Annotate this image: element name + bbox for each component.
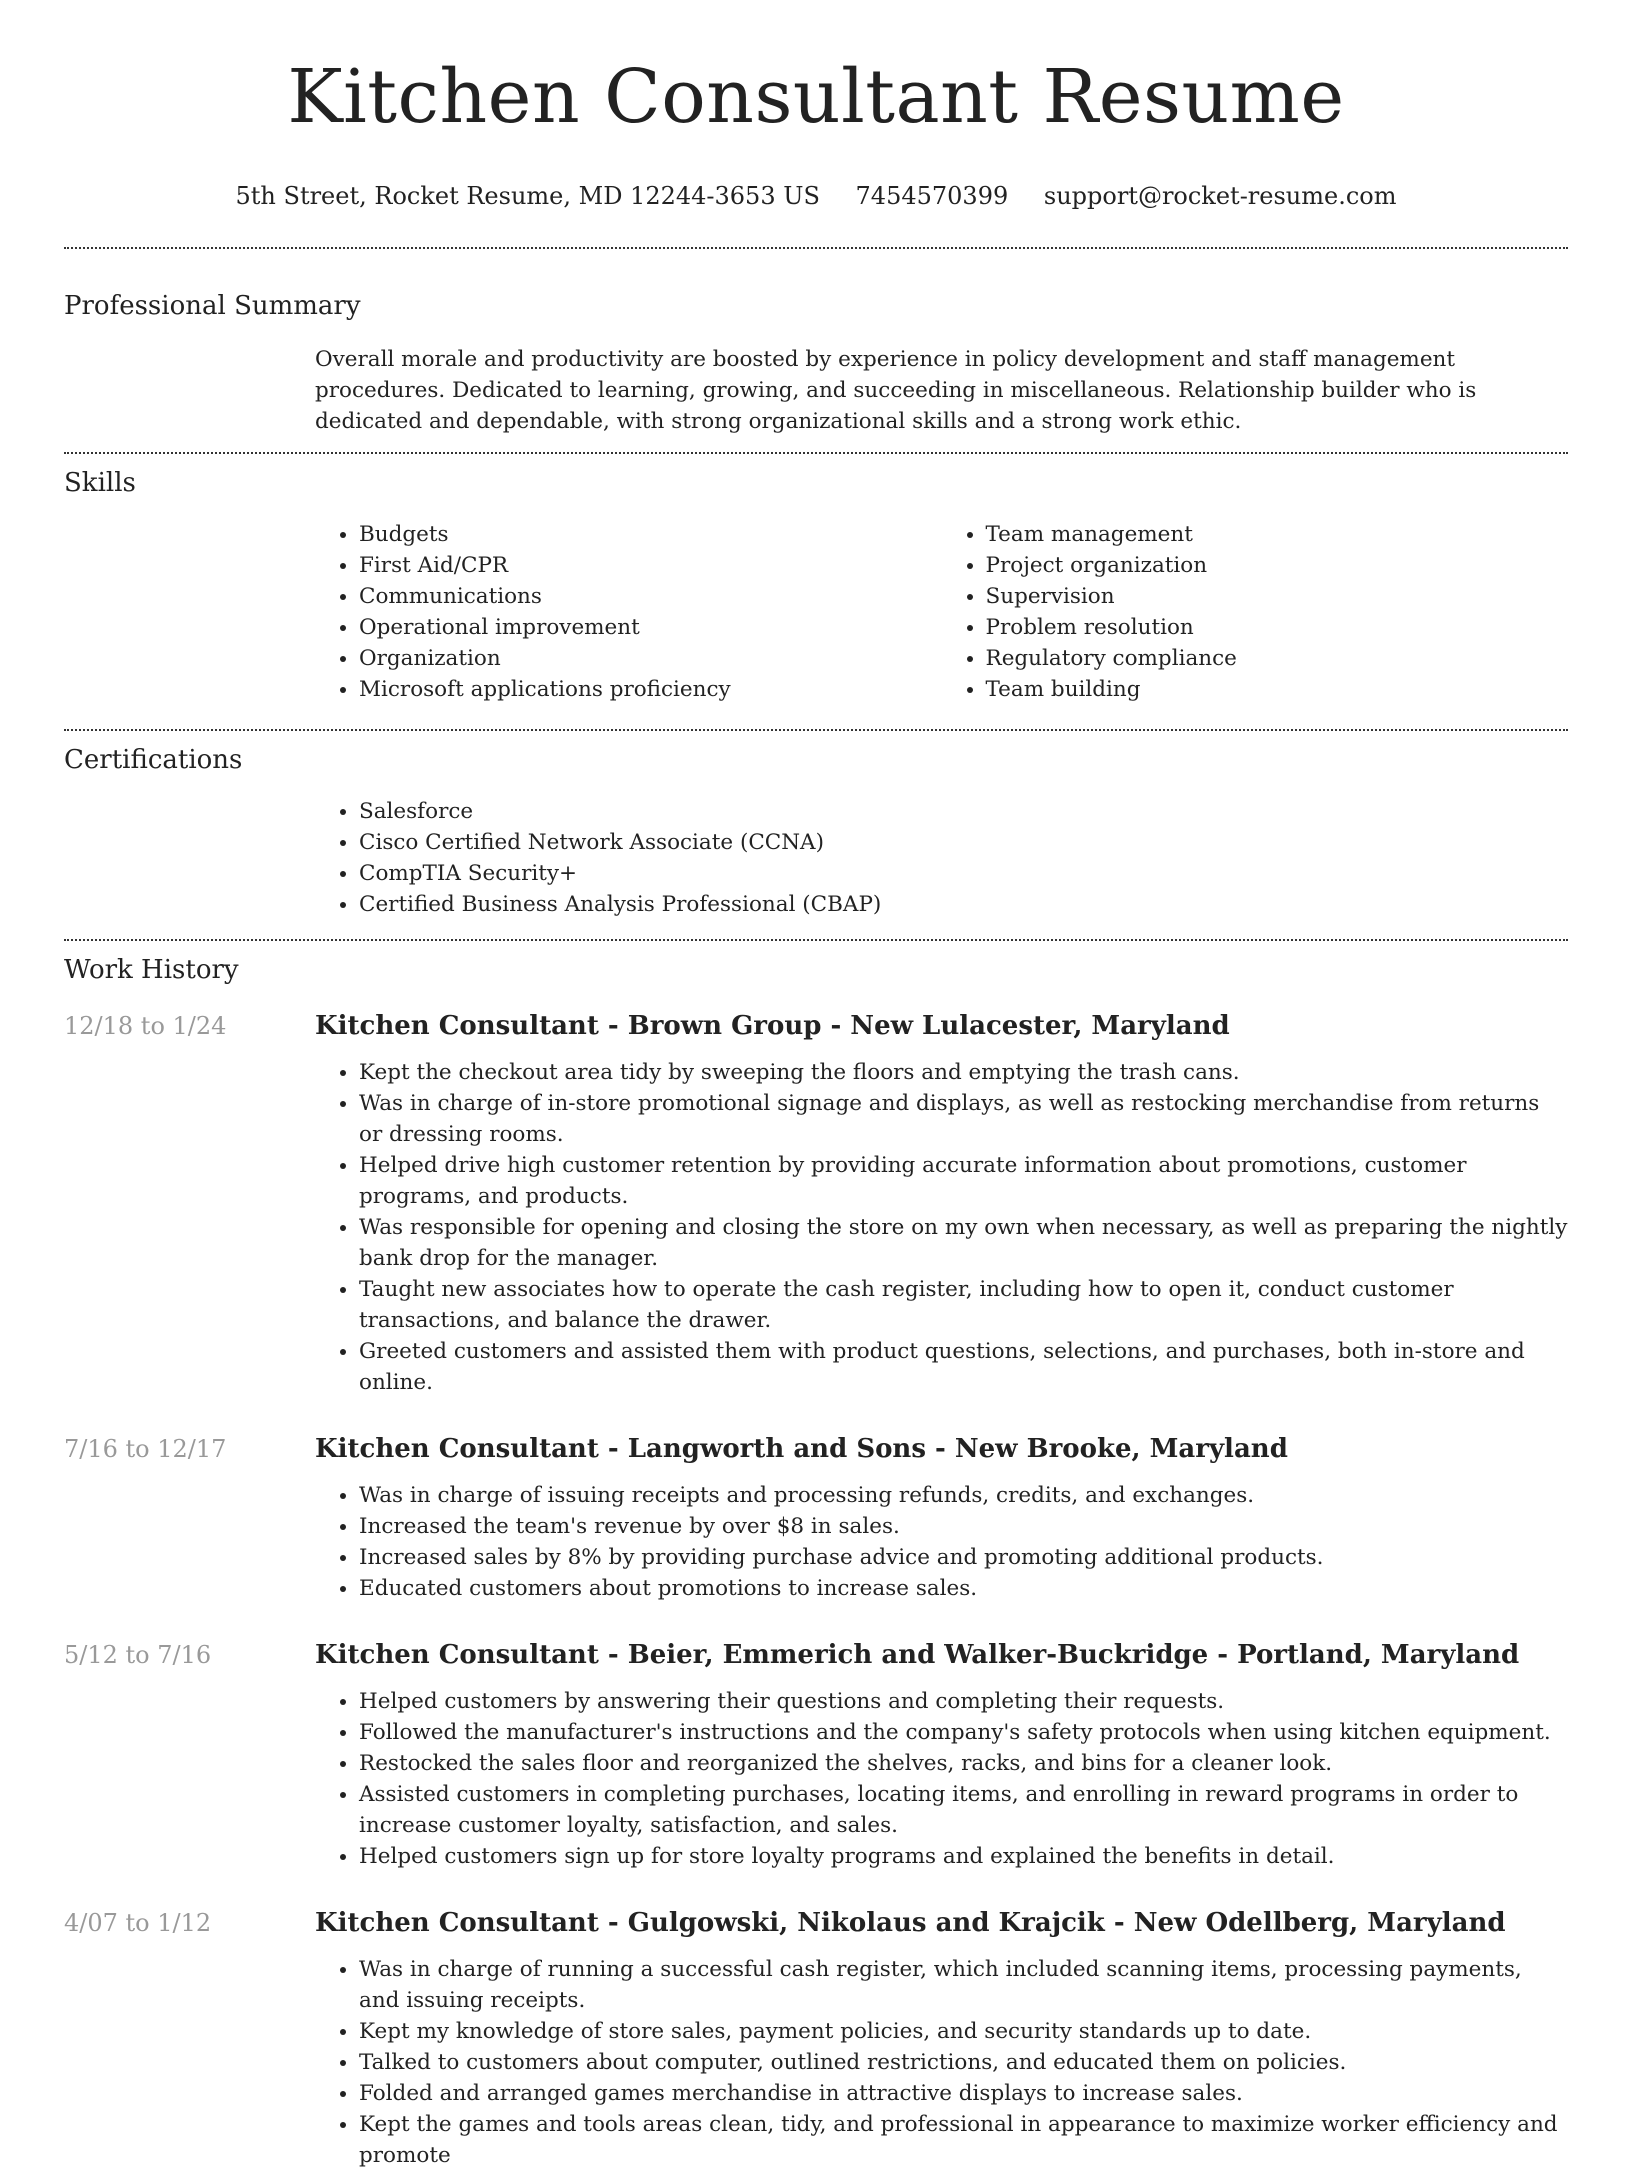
skill-item: • Project organization (986, 550, 1569, 581)
job-title: Kitchen Consultant - Langworth and Sons - New Brooke, Maryland (315, 1434, 1288, 1464)
job-bullet: • Helped customers by answering their questions and completing their requests. (359, 1686, 1568, 1717)
job-bullet: • Assisted customers in completing purchases, locating items, and enrolling in reward programs in order to increase customer loyalty, satisfaction, and sales. (359, 1779, 1568, 1841)
certifications-section (64, 743, 1568, 920)
certification-item: • Certified Business Analysis Professional (CBAP) (359, 889, 1568, 920)
job-bullet: • Talked to customers about computer, outlined restrictions, and educated them on policies. (359, 2047, 1568, 2078)
certification-item: • Cisco Certified Network Associate (CCNA) (359, 827, 1568, 858)
job-title: Kitchen Consultant - Beier, Emmerich and Walker-Buckridge - Portland, Maryland (315, 1640, 1520, 1670)
skill-item: • Problem resolution (986, 612, 1569, 643)
job-dates: 5/12 to 7/16 (64, 1641, 212, 1669)
summary-text: Overall morale and productivity are boosted by experience in policy development and staff management procedures. Dedicated to learning, growing, and succeeding in miscellaneous. Relationship builder who is dedicated and dependable, with strong organizational skills and a strong work ethic. (315, 347, 1477, 434)
job-bullets (315, 1480, 1568, 1604)
skills-list-left (315, 519, 942, 705)
job-entry (64, 1638, 1568, 1872)
job-bullets (315, 1057, 1568, 1398)
section-divider (64, 939, 1568, 941)
certifications-body (315, 796, 1568, 920)
skill-item: • Microsoft applications proficiency (359, 674, 942, 705)
job-entry (64, 1906, 1568, 2171)
job-bullet: • Increased the team's revenue by over $8 in sales. (359, 1511, 1568, 1542)
job-details (315, 1009, 1568, 1398)
skill-item: • Organization (359, 643, 942, 674)
certifications-list (315, 796, 1568, 920)
job-details (315, 1638, 1568, 1872)
skill-item: • Regulatory compliance (986, 643, 1569, 674)
job-bullet: • Educated customers about promotions to increase sales. (359, 1573, 1568, 1604)
skill-item: • First Aid/CPR (359, 550, 942, 581)
resume-page (64, 0, 1568, 2171)
job-bullet: • Taught new associates how to operate the cash register, including how to open it, conduct customer transactions, and balance the drawer. (359, 1274, 1568, 1336)
job-bullet: • Kept my knowledge of store sales, payment policies, and security standards up to date. (359, 2016, 1568, 2047)
skills-heading: Skills (64, 468, 136, 498)
summary-heading: Professional Summary (64, 291, 361, 321)
job-bullet: • Helped customers sign up for store loyalty programs and explained the benefits in detail. (359, 1841, 1568, 1872)
skill-item: • Communications (359, 581, 942, 612)
job-dates: 4/07 to 1/12 (64, 1909, 212, 1937)
job-dates: 12/18 to 1/24 (64, 1012, 227, 1040)
job-dates: 7/16 to 12/17 (64, 1435, 227, 1463)
skill-item: • Team management (986, 519, 1569, 550)
job-bullet: • Helped drive high customer retention by providing accurate information about promotions, customer programs, and products. (359, 1150, 1568, 1212)
job-bullets (315, 1954, 1568, 2171)
job-details (315, 1432, 1568, 1604)
job-details (315, 1906, 1568, 2171)
summary-section (64, 289, 1568, 437)
skills-grid (315, 519, 1568, 705)
section-divider (64, 729, 1568, 731)
work-history-heading: Work History (64, 955, 239, 985)
section-divider (64, 247, 1568, 249)
job-bullet: • Greeted customers and assisted them with product questions, selections, and purchases, both in-store and online. (359, 1336, 1568, 1398)
certifications-heading: Certifications (64, 745, 243, 775)
job-bullet: • Was in charge of running a successful cash register, which included scanning items, processing payments, and issuing receipts. (359, 1954, 1568, 2016)
job-bullet: • Restocked the sales floor and reorganized the shelves, racks, and bins for a cleaner look. (359, 1748, 1568, 1779)
skill-item: • Team building (986, 674, 1569, 705)
job-bullet: • Was in charge of in-store promotional signage and displays, as well as restocking merchandise from returns or dressing rooms. (359, 1088, 1568, 1150)
job-bullet: • Folded and arranged games merchandise in attractive displays to increase sales. (359, 2078, 1568, 2109)
skill-item: • Supervision (986, 581, 1569, 612)
job-bullet: • Kept the checkout area tidy by sweeping the floors and emptying the trash cans. (359, 1057, 1568, 1088)
job-bullets (315, 1686, 1568, 1872)
job-bullet: • Was in charge of issuing receipts and processing refunds, credits, and exchanges. (359, 1480, 1568, 1511)
summary-body (315, 344, 1568, 437)
job-bullet: • Was responsible for opening and closing the store on my own when necessary, as well as preparing the nightly bank drop for the manager. (359, 1212, 1568, 1274)
job-entry (64, 1432, 1568, 1604)
skills-section (64, 466, 1568, 705)
job-bullet: • Increased sales by 8% by providing purchase advice and promoting additional products. (359, 1542, 1568, 1573)
work-history-section (64, 953, 1568, 2171)
contact-address: 5th Street, Rocket Resume, MD 12244-3653 US (235, 182, 820, 210)
skill-item: • Operational improvement (359, 612, 942, 643)
job-title: Kitchen Consultant - Gulgowski, Nikolaus and Krajcik - New Odellberg, Maryland (315, 1908, 1506, 1938)
contact-email: support@rocket-resume.com (1043, 182, 1397, 210)
skills-list-right (942, 519, 1569, 705)
certification-item: • Salesforce (359, 796, 1568, 827)
skill-item: • Budgets (359, 519, 942, 550)
section-divider (64, 452, 1568, 454)
contact-phone: 7454570399 (855, 182, 1009, 210)
contact-line (64, 180, 1568, 212)
resume-title: Kitchen Consultant Resume (287, 54, 1345, 140)
certification-item: • CompTIA Security+ (359, 858, 1568, 889)
job-bullet: • Kept the games and tools areas clean, tidy, and professional in appearance to maximize worker efficiency and promote (359, 2109, 1568, 2171)
job-title: Kitchen Consultant - Brown Group - New Lulacester, Maryland (315, 1011, 1230, 1041)
job-entry (64, 1009, 1568, 1398)
job-bullet: • Followed the manufacturer's instructions and the company's safety protocols when using kitchen equipment. (359, 1717, 1568, 1748)
